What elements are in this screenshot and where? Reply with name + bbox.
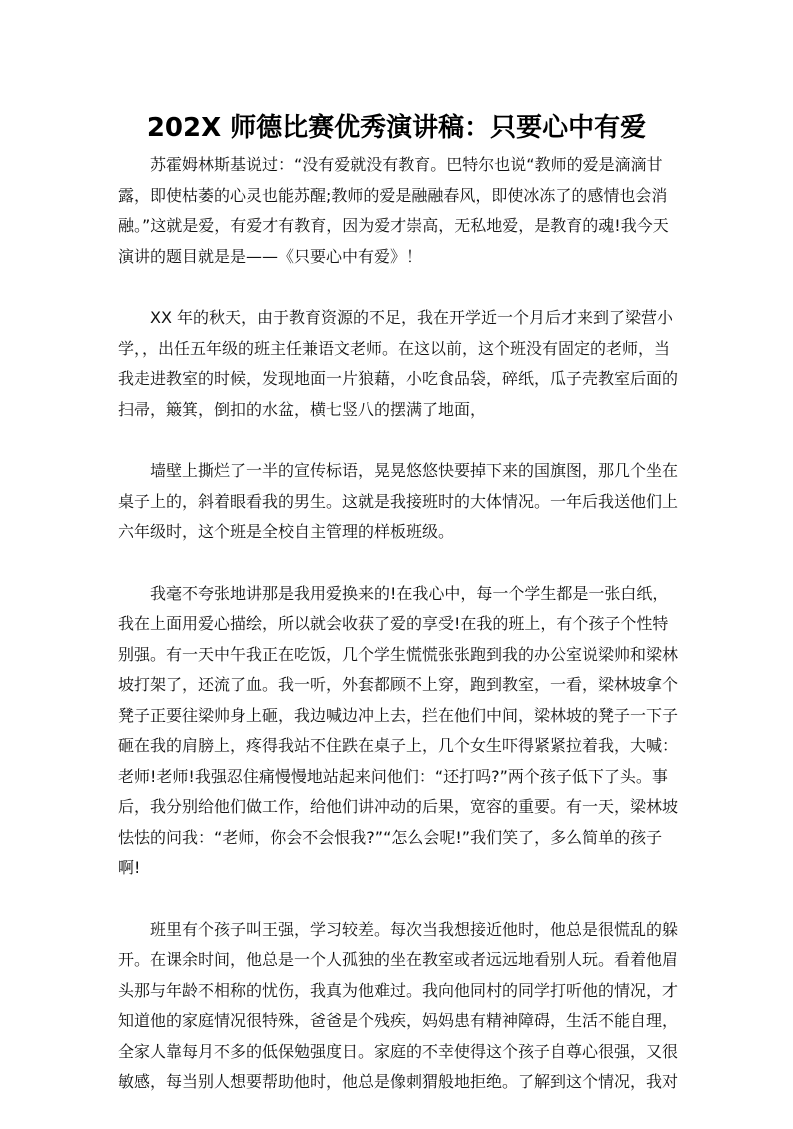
document-body — [118, 150, 684, 1129]
text-line: 学，，出任五年级的班主任兼语文老师。在这以前，这个班没有固定的老师，当 — [118, 338, 671, 358]
text-line: 啊! — [118, 858, 141, 877]
text-line: 头那与年龄不相称的忧伤，我真为他难过。我向他同村的同学打听他的情况，才 — [118, 980, 679, 1000]
paragraph-4 — [118, 579, 684, 884]
document-title: 202X 师德比赛优秀演讲稿：只要心中有爱 — [146, 113, 647, 143]
text-line: 我毫不夸张地讲那是我用爱换来的!在我心中，每一个学生都是一张白纸， — [118, 583, 669, 603]
text-line: 别强。有一天中午我正在吃饭，几个学生慌慌张张跑到我的办公室说梁帅和梁林 — [118, 644, 679, 664]
paragraph-5 — [118, 915, 684, 1098]
text-line: 苏霍姆林斯基说过：“没有爱就没有教育。巴特尔也说“教师的爱是滴滴甘 — [118, 155, 663, 174]
text-line: 班里有个孩子叫王强，学习较差。每次当我想接近他时，他总是很慌乱的躲 — [118, 919, 679, 939]
text-line: 我走进教室的时候，发现地面一片狼藉，小吃食品袋，碎纸，瓜子壳教室后面的 — [118, 369, 679, 388]
paragraph-3 — [118, 456, 684, 548]
text-line: 凳子正要往梁帅身上砸，我边喊边冲上去，拦在他们中间，梁林坡的凳子一下子 — [118, 705, 679, 725]
paragraph-1 — [118, 150, 684, 272]
text-line: 全家人靠每月不多的低保勉强度日。家庭的不幸使得这个孩子自尊心很强，又很 — [118, 1041, 679, 1061]
text-line: 墙壁上撕烂了一半的宣传标语，晃晃悠悠快要掉下来的国旗图，那几个坐在 — [118, 461, 679, 480]
text-line: 怯怯的问我：“老师，你会不会恨我?”“怎么会呢!”我们笑了，多么简单的孩子 — [118, 827, 663, 847]
text-line: 融。”这就是爱，有爱才有教育，因为爱才崇高，无私地爱，是教育的魂!我今天 — [118, 216, 669, 235]
text-line: 老师!老师!我强忍住痛慢慢地站起来问他们：“还打吗?”两个孩子低下了头。事 — [118, 766, 668, 786]
paragraph-2 — [118, 303, 684, 425]
text-line: 开。在课余时间，他总是一个人孤独的坐在教室或者远远地看别人玩。看着他眉 — [118, 950, 679, 969]
text-line: 演讲的题目就是是——《只要心中有爱》！ — [118, 246, 423, 266]
text-line: 桌子上的，斜着眼看我的男生。这就是我接班时的大体情况。一年后我送他们上 — [118, 491, 679, 511]
text-line: 后，我分别给他们做工作，给他们讲冲动的后果，宽容的重要。有一天，梁林坡 — [118, 797, 679, 816]
text-line: XX 年的秋天，由于教育资源的不足，我在开学近一个月后才来到了梁营小 — [118, 308, 674, 327]
text-line: 坡打架了，还流了血。我一听，外套都顾不上穿，跑到教室，一看，梁林坡拿个 — [118, 675, 679, 694]
text-line: 六年级时，这个班是全校自主管理的样板班级。 — [118, 522, 455, 541]
text-line: 敏感，每当别人想要帮助他时，他总是像刺猬般地拒绝。了解到这个情况，我对 — [118, 1072, 679, 1091]
text-line: 露，即使枯萎的心灵也能苏醒;教师的爱是融融春风，即使冰冻了的感情也会消 — [118, 185, 668, 205]
text-line: 扫帚，簸箕，倒扣的水盆，横七竖八的摆满了地面， — [118, 399, 487, 419]
text-line: 砸在我的肩膀上，疼得我站不住跌在桌子上，几个女生吓得紧紧拉着我，大喊： — [118, 736, 679, 755]
text-line: 我在上面用爱心描绘，所以就会收获了爱的享受!在我的班上，有个孩子个性特 — [118, 614, 669, 633]
text-line: 知道他的家庭情况很特殊，爸爸是个残疾，妈妈患有精神障碍，生活不能自理， — [118, 1011, 679, 1030]
